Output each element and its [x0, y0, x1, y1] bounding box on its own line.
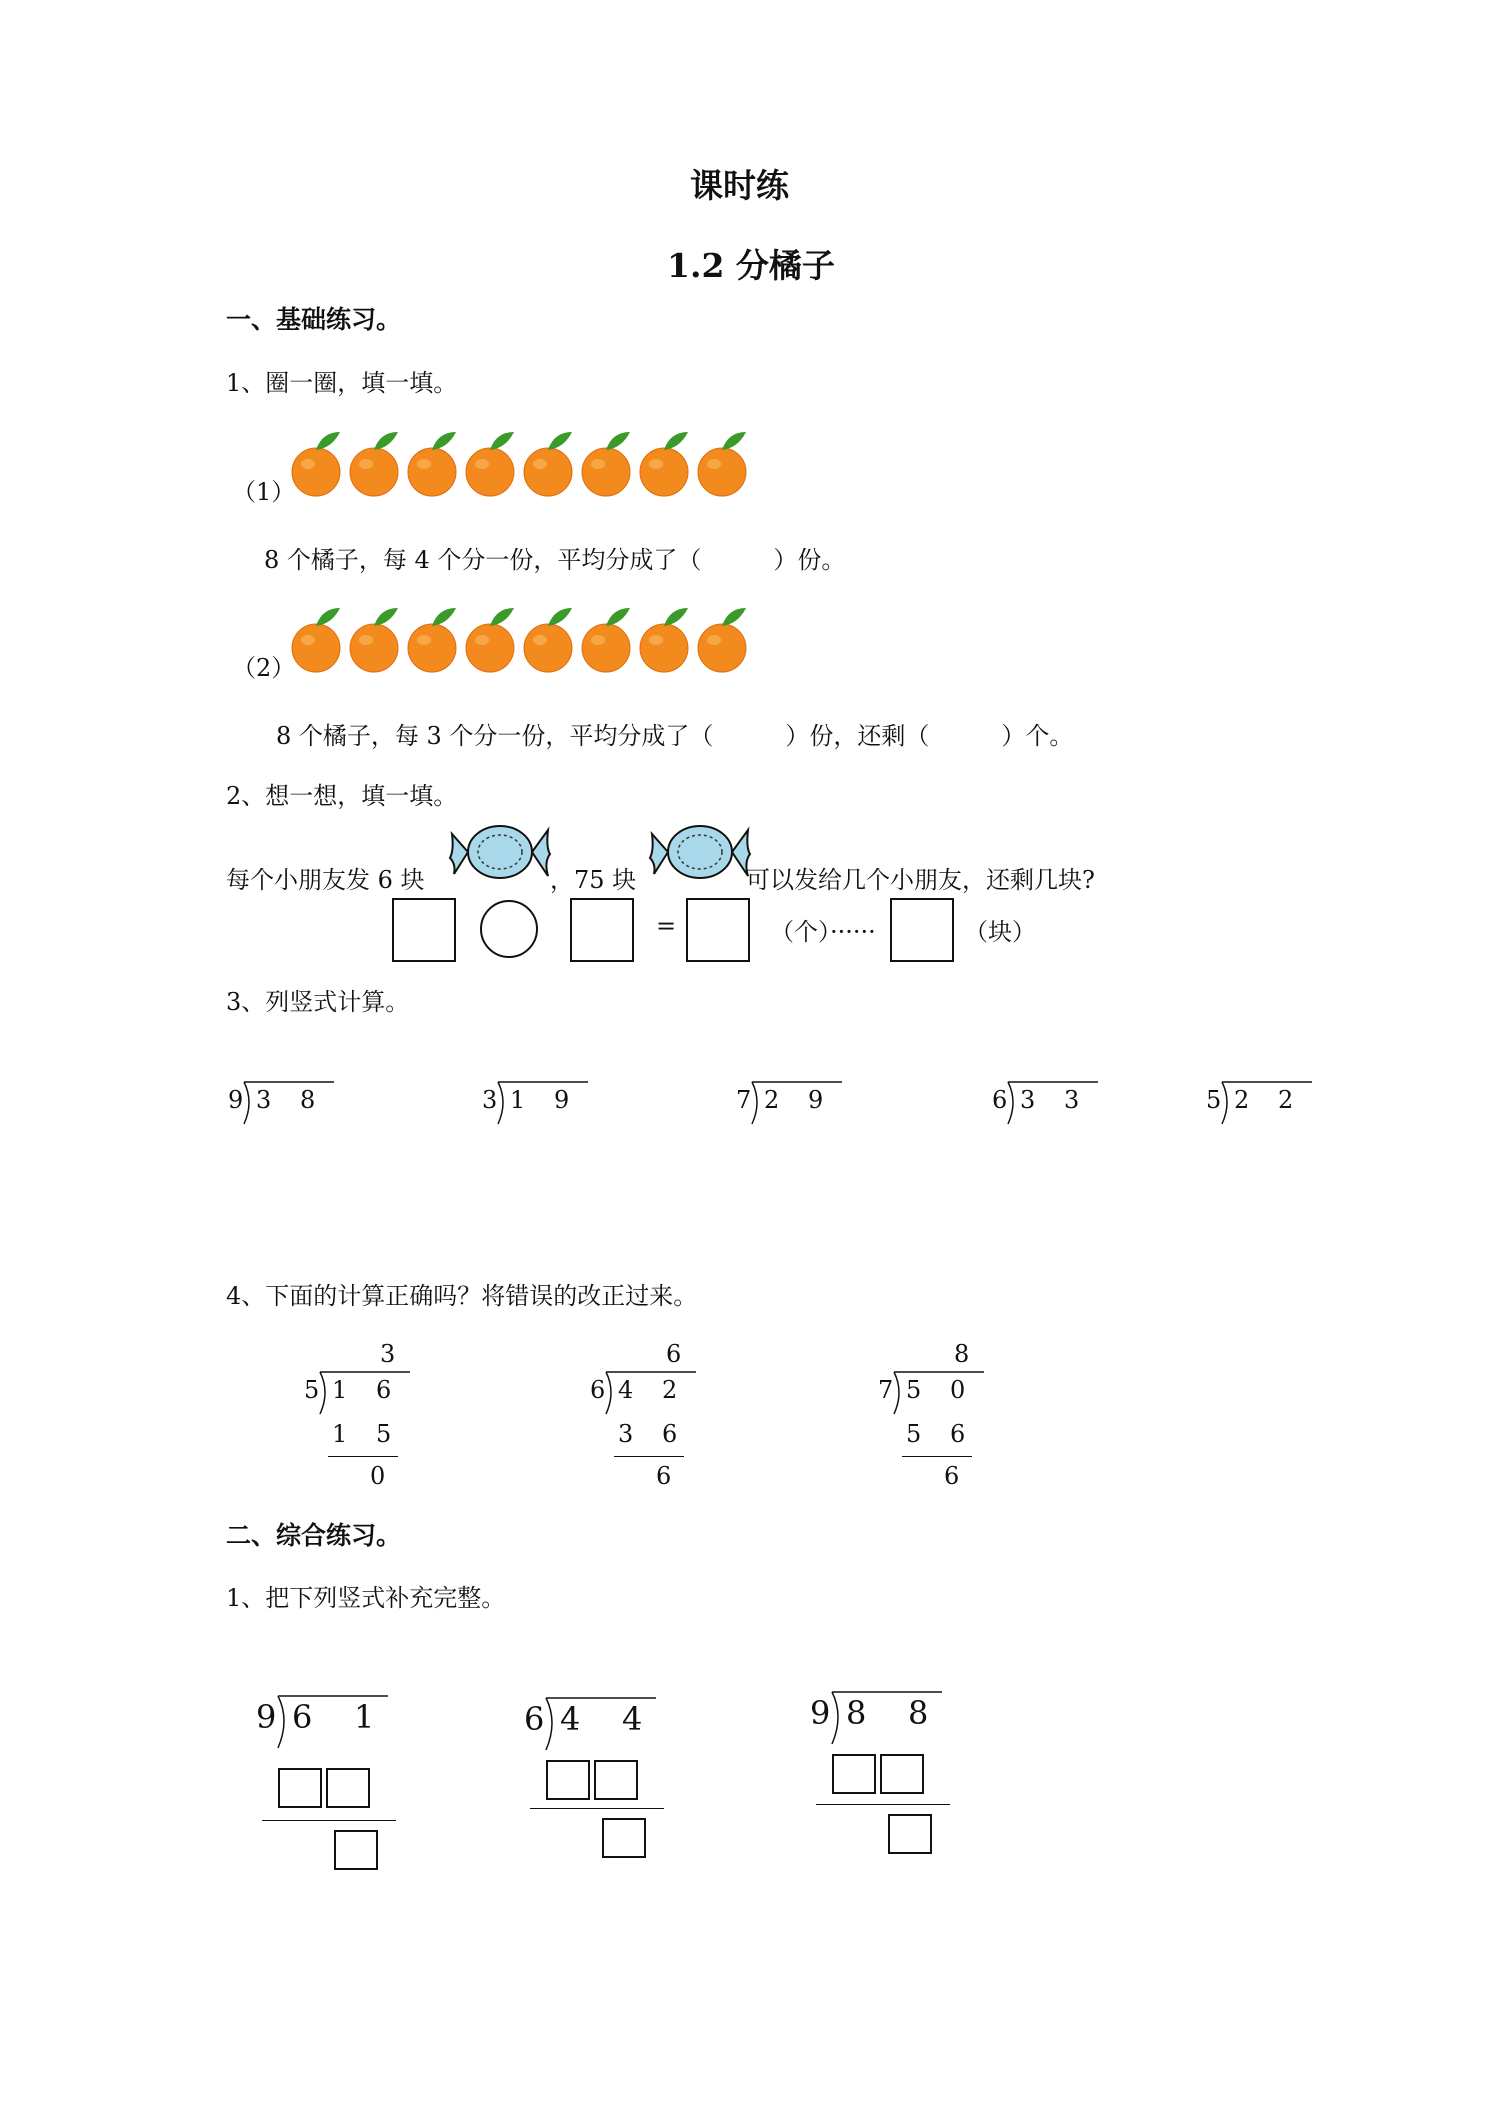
unit-kuai: （块）	[964, 918, 1036, 946]
divisor: 5	[1206, 1086, 1222, 1114]
blank-box[interactable]	[334, 1830, 378, 1870]
orange-icon	[292, 608, 340, 672]
page-title: 课时练	[690, 166, 789, 205]
dividend-ones: 0	[950, 1376, 966, 1404]
operator-circle[interactable]	[480, 900, 538, 958]
orange-icon	[408, 608, 456, 672]
remainder: 6	[944, 1462, 960, 1490]
dividend-tens: 3	[1020, 1086, 1036, 1114]
fill-division-problem	[524, 1694, 674, 1884]
q2-prompt: 2、想一想，填一填。	[226, 782, 458, 810]
dividend-tens: 1	[332, 1376, 348, 1404]
orange-row-2	[290, 604, 760, 678]
answer-box-dividend[interactable]	[392, 898, 456, 962]
divisor: 6	[590, 1376, 606, 1404]
answer-box-quotient[interactable]	[686, 898, 750, 962]
divisor: 9	[256, 1698, 277, 1736]
answer-box-remainder[interactable]	[890, 898, 954, 962]
divisor: 3	[482, 1086, 498, 1114]
dividend-tens: 6	[292, 1698, 313, 1736]
long-division-check	[878, 1340, 988, 1500]
long-division-check	[590, 1340, 700, 1500]
dividend-ones: 8	[300, 1086, 316, 1114]
remainder: 0	[370, 1462, 386, 1490]
product-tens: 5	[906, 1420, 922, 1448]
product-ones: 5	[376, 1420, 392, 1448]
divisor: 9	[810, 1694, 831, 1732]
blank-box[interactable]	[594, 1760, 638, 1800]
q1-part2-text: 8 个橘子，每 3 个分一份，平均分成了（ ）份，还剩（ ）个。	[276, 722, 1074, 750]
blank-box[interactable]	[832, 1754, 876, 1794]
dividend-ones: 1	[354, 1698, 375, 1736]
dividend-ones: 3	[1064, 1086, 1080, 1114]
dividend-ones: 6	[376, 1376, 392, 1404]
unit-ge: （个）······	[770, 918, 876, 946]
dividend-ones: 2	[1278, 1086, 1294, 1114]
q2-text-b: ，75 块	[550, 866, 637, 894]
orange-icon	[350, 608, 398, 672]
orange-icon	[524, 432, 572, 496]
section2-heading: 二、综合练习。	[226, 1521, 402, 1550]
blank-box[interactable]	[880, 1754, 924, 1794]
q2-text-a: 每个小朋友发 6 块	[226, 866, 425, 894]
divisor: 9	[228, 1086, 244, 1114]
orange-row-1	[290, 428, 760, 502]
product-tens: 1	[332, 1420, 348, 1448]
division-problem	[1206, 1078, 1316, 1128]
subtraction-line	[902, 1456, 972, 1457]
quotient: 6	[666, 1340, 682, 1368]
blank-box[interactable]	[326, 1768, 370, 1808]
q1-part1-text: 8 个橘子，每 4 个分一份，平均分成了（ ）份。	[264, 546, 846, 574]
q1-part1-label: （1）	[232, 478, 296, 506]
q1-prompt: 1、圈一圈，填一填。	[226, 369, 458, 397]
divisor: 5	[304, 1376, 320, 1404]
quotient: 3	[380, 1340, 396, 1368]
orange-icon	[582, 608, 630, 672]
candy-icon	[650, 820, 750, 888]
product-ones: 6	[950, 1420, 966, 1448]
subtraction-line	[530, 1808, 664, 1809]
q4-prompt: 4、下面的计算正确吗？将错误的改正过来。	[226, 1282, 698, 1310]
orange-icon	[640, 432, 688, 496]
blank-box[interactable]	[602, 1818, 646, 1858]
dividend-tens: 4	[560, 1700, 581, 1738]
remainder: 6	[656, 1462, 672, 1490]
orange-icon	[466, 432, 514, 496]
q3-prompt: 3、列竖式计算。	[226, 988, 410, 1016]
orange-icon	[698, 608, 746, 672]
dividend-tens: 4	[618, 1376, 634, 1404]
blank-box[interactable]	[278, 1768, 322, 1808]
divisor: 7	[736, 1086, 752, 1114]
dividend-ones: 9	[554, 1086, 570, 1114]
division-problem	[992, 1078, 1102, 1128]
orange-icon	[640, 608, 688, 672]
fill-division-problem	[810, 1688, 960, 1878]
orange-icon	[466, 608, 514, 672]
answer-box-divisor[interactable]	[570, 898, 634, 962]
q1-part2-label: （2）	[232, 654, 296, 682]
orange-icon	[408, 432, 456, 496]
long-division-check	[304, 1340, 414, 1500]
orange-icon	[524, 608, 572, 672]
quotient: 8	[954, 1340, 970, 1368]
dividend-tens: 2	[764, 1086, 780, 1114]
divisor: 6	[524, 1700, 545, 1738]
division-problem	[228, 1078, 338, 1128]
dividend-ones: 2	[662, 1376, 678, 1404]
orange-icon	[350, 432, 398, 496]
dividend-tens: 2	[1234, 1086, 1250, 1114]
product-ones: 6	[662, 1420, 678, 1448]
blank-box[interactable]	[888, 1814, 932, 1854]
dividend-tens: 8	[846, 1694, 867, 1732]
subtraction-line	[614, 1456, 684, 1457]
dividend-tens: 5	[906, 1376, 922, 1404]
product-tens: 3	[618, 1420, 634, 1448]
equals-sign: =	[656, 912, 677, 940]
fill-division-problem	[256, 1692, 406, 1882]
orange-icon	[698, 432, 746, 496]
candy-icon	[450, 820, 550, 888]
dividend-ones: 9	[808, 1086, 824, 1114]
q2-text-c: 可以发给几个小朋友，还剩几块?	[746, 866, 1095, 894]
page-subtitle: 1.2 分橘子	[667, 246, 835, 285]
dividend-tens: 1	[510, 1086, 526, 1114]
section1-heading: 一、基础练习。	[226, 305, 402, 334]
dividend-ones: 8	[908, 1694, 929, 1732]
division-problem	[482, 1078, 592, 1128]
subtraction-line	[328, 1456, 398, 1457]
orange-icon	[292, 432, 340, 496]
divisor: 7	[878, 1376, 894, 1404]
subtraction-line	[262, 1820, 396, 1821]
division-problem	[736, 1078, 846, 1128]
blank-box[interactable]	[546, 1760, 590, 1800]
subtraction-line	[816, 1804, 950, 1805]
dividend-tens: 3	[256, 1086, 272, 1114]
dividend-ones: 4	[622, 1700, 643, 1738]
divisor: 6	[992, 1086, 1008, 1114]
s2-q1-prompt: 1、把下列竖式补充完整。	[226, 1584, 506, 1612]
orange-icon	[582, 432, 630, 496]
